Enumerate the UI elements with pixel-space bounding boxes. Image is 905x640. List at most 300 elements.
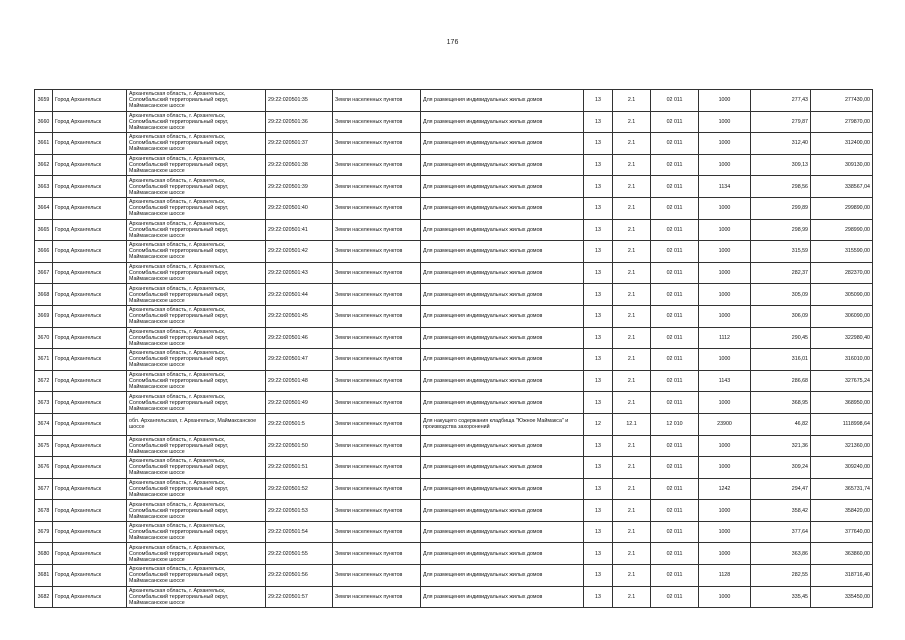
permitted-use-cell: Для размещения индивидуальных жилых домов <box>421 154 584 176</box>
municipality-cell: Город Архангельск <box>53 521 127 543</box>
municipality-cell: Город Архангельск <box>53 90 127 112</box>
area-cell: 1000 <box>699 111 751 133</box>
land-category-cell: Земли населенных пунктов <box>333 262 421 284</box>
cadastral-value-cell: 377640,00 <box>811 521 873 543</box>
land-category-cell: Земли населенных пунктов <box>333 543 421 565</box>
specific-value-cell: 299,89 <box>751 197 811 219</box>
table-row <box>35 370 873 392</box>
cadastral-number-cell: 29:22:020501:55 <box>266 543 333 565</box>
land-category-cell: Земли населенных пунктов <box>333 565 421 587</box>
permitted-use-cell: Для размещения индивидуальных жилых домов <box>421 133 584 155</box>
row-number: 3676 <box>35 457 53 479</box>
use-group-cell: 2.1 <box>613 90 651 112</box>
cadastral-number-cell: 29:22:020501:56 <box>266 565 333 587</box>
permitted-use-cell: Для размещения индивидуальных жилых домов <box>421 284 584 306</box>
okato-cell: 02 011 <box>651 457 699 479</box>
address-cell: Архангельская область, г. Архангельск, Соломбальский территориальный округ, Маймаксанское шоссе <box>127 392 266 414</box>
land-category-cell: Земли населенных пунктов <box>333 457 421 479</box>
land-category-cell: Земли населенных пунктов <box>333 219 421 241</box>
cadastral-number-cell: 29:22:020501:57 <box>266 586 333 608</box>
cadastral-number-cell: 29:22:020501:54 <box>266 521 333 543</box>
cadastral-value-cell: 316010,00 <box>811 349 873 371</box>
use-group-cell: 2.1 <box>613 478 651 500</box>
okato-cell: 02 011 <box>651 262 699 284</box>
address-cell: Архангельская область, г. Архангельск, Соломбальский территориальный округ, Маймаксанское шоссе <box>127 111 266 133</box>
cadastral-number-cell: 29:22:020501:41 <box>266 219 333 241</box>
cadastral-value-cell: 306090,00 <box>811 305 873 327</box>
specific-value-cell: 282,37 <box>751 262 811 284</box>
use-code-cell: 13 <box>584 197 613 219</box>
row-number: 3674 <box>35 413 53 435</box>
land-category-cell: Земли населенных пунктов <box>333 586 421 608</box>
address-cell: Архангельская область, г. Архангельск, Соломбальский территориальный округ, Маймаксанское шоссе <box>127 262 266 284</box>
okato-cell: 02 011 <box>651 370 699 392</box>
row-number: 3663 <box>35 176 53 198</box>
cadastral-value-cell: 321360,00 <box>811 435 873 457</box>
okato-cell: 02 011 <box>651 284 699 306</box>
land-category-cell: Земли населенных пунктов <box>333 349 421 371</box>
address-cell: Архангельская область, г. Архангельск, Соломбальский территориальный округ, Маймаксанское шоссе <box>127 500 266 522</box>
use-group-cell: 2.1 <box>613 305 651 327</box>
land-category-cell: Земли населенных пунктов <box>333 478 421 500</box>
use-code-cell: 12 <box>584 413 613 435</box>
area-cell: 1000 <box>699 284 751 306</box>
table-row <box>35 500 873 522</box>
use-code-cell: 13 <box>584 133 613 155</box>
okato-cell: 02 011 <box>651 154 699 176</box>
use-group-cell: 2.1 <box>613 197 651 219</box>
land-category-cell: Земли населенных пунктов <box>333 392 421 414</box>
area-cell: 1000 <box>699 586 751 608</box>
permitted-use-cell: Для размещения индивидуальных жилых домов <box>421 586 584 608</box>
use-group-cell: 2.1 <box>613 435 651 457</box>
specific-value-cell: 294,47 <box>751 478 811 500</box>
land-category-cell: Земли населенных пунктов <box>333 284 421 306</box>
area-cell: 1128 <box>699 565 751 587</box>
permitted-use-cell: Для размещения индивидуальных жилых домов <box>421 478 584 500</box>
cadastral-number-cell: 29:22:020501:40 <box>266 197 333 219</box>
permitted-use-cell: Для размещения индивидуальных жилых домов <box>421 197 584 219</box>
cadastral-value-cell: 315590,00 <box>811 241 873 263</box>
use-group-cell: 2.1 <box>613 111 651 133</box>
permitted-use-cell: Для размещения индивидуальных жилых домов <box>421 392 584 414</box>
permitted-use-cell: Для размещения индивидуальных жилых домов <box>421 90 584 112</box>
municipality-cell: Город Архангельск <box>53 435 127 457</box>
land-category-cell: Земли населенных пунктов <box>333 435 421 457</box>
okato-cell: 02 011 <box>651 392 699 414</box>
specific-value-cell: 305,09 <box>751 284 811 306</box>
address-cell: Архангельская область, г. Архангельск, Соломбальский территориальный округ, Маймаксанское шоссе <box>127 565 266 587</box>
municipality-cell: Город Архангельск <box>53 413 127 435</box>
permitted-use-cell: Для размещения индивидуальных жилых домов <box>421 219 584 241</box>
cadastral-value-cell: 358420,00 <box>811 500 873 522</box>
use-group-cell: 2.1 <box>613 327 651 349</box>
use-code-cell: 13 <box>584 349 613 371</box>
use-group-cell: 2.1 <box>613 565 651 587</box>
row-number: 3670 <box>35 327 53 349</box>
okato-cell: 02 011 <box>651 586 699 608</box>
cadastral-number-cell: 29:22:020501:39 <box>266 176 333 198</box>
use-group-cell: 2.1 <box>613 219 651 241</box>
row-number: 3675 <box>35 435 53 457</box>
table-row <box>35 219 873 241</box>
permitted-use-cell: Для размещения индивидуальных жилых домов <box>421 457 584 479</box>
cadastral-value-cell: 282370,00 <box>811 262 873 284</box>
area-cell: 23900 <box>699 413 751 435</box>
cadastral-value-cell: 299890,00 <box>811 197 873 219</box>
municipality-cell: Город Архангельск <box>53 197 127 219</box>
table-row <box>35 478 873 500</box>
table-row <box>35 457 873 479</box>
table-row <box>35 284 873 306</box>
cadastral-number-cell: 29:22:020501:51 <box>266 457 333 479</box>
area-cell: 1000 <box>699 435 751 457</box>
use-group-cell: 2.1 <box>613 521 651 543</box>
row-number: 3666 <box>35 241 53 263</box>
cadastral-value-cell: 279870,00 <box>811 111 873 133</box>
okato-cell: 02 011 <box>651 349 699 371</box>
address-cell: Архангельская область, г. Архангельск, Соломбальский территориальный округ, Маймаксанское шоссе <box>127 478 266 500</box>
row-number: 3679 <box>35 521 53 543</box>
municipality-cell: Город Архангельск <box>53 349 127 371</box>
municipality-cell: Город Архангельск <box>53 305 127 327</box>
specific-value-cell: 309,24 <box>751 457 811 479</box>
use-code-cell: 13 <box>584 370 613 392</box>
table-row <box>35 197 873 219</box>
address-cell: Архангельская область, г. Архангельск, Соломбальский территориальный округ, Маймаксанское шоссе <box>127 521 266 543</box>
okato-cell: 02 011 <box>651 219 699 241</box>
use-code-cell: 13 <box>584 586 613 608</box>
address-cell: Архангельская область, г. Архангельск, Соломбальский территориальный округ, Маймаксанское шоссе <box>127 219 266 241</box>
use-code-cell: 13 <box>584 478 613 500</box>
cadastral-number-cell: 29:22:020501:43 <box>266 262 333 284</box>
okato-cell: 02 011 <box>651 90 699 112</box>
table-row <box>35 565 873 587</box>
area-cell: 1112 <box>699 327 751 349</box>
cadastral-value-cell: 338567,04 <box>811 176 873 198</box>
municipality-cell: Город Архангельск <box>53 241 127 263</box>
use-group-cell: 2.1 <box>613 392 651 414</box>
cadastral-number-cell: 29:22:020501:46 <box>266 327 333 349</box>
specific-value-cell: 321,36 <box>751 435 811 457</box>
specific-value-cell: 286,68 <box>751 370 811 392</box>
municipality-cell: Город Архангельск <box>53 284 127 306</box>
permitted-use-cell: Для размещения индивидуальных жилых домов <box>421 565 584 587</box>
cadastral-value-cell: 309240,00 <box>811 457 873 479</box>
land-category-cell: Земли населенных пунктов <box>333 413 421 435</box>
permitted-use-cell: Для размещения индивидуальных жилых домов <box>421 305 584 327</box>
address-cell: Архангельская область, г. Архангельск, Соломбальский территориальный округ, Маймаксанское шоссе <box>127 176 266 198</box>
land-category-cell: Земли населенных пунктов <box>333 370 421 392</box>
municipality-cell: Город Архангельск <box>53 327 127 349</box>
use-code-cell: 13 <box>584 565 613 587</box>
permitted-use-cell: Для размещения индивидуальных жилых домов <box>421 327 584 349</box>
specific-value-cell: 277,43 <box>751 90 811 112</box>
cadastral-number-cell: 29:22:020501:47 <box>266 349 333 371</box>
permitted-use-cell: Для размещения индивидуальных жилых домов <box>421 262 584 284</box>
address-cell: Архангельская область, г. Архангельск, Соломбальский территориальный округ, Маймаксанское шоссе <box>127 305 266 327</box>
municipality-cell: Город Архангельск <box>53 154 127 176</box>
cadastral-number-cell: 29:22:020501:36 <box>266 111 333 133</box>
municipality-cell: Город Архангельск <box>53 392 127 414</box>
municipality-cell: Город Архангельск <box>53 543 127 565</box>
address-cell: Архангельская область, г. Архангельск, Соломбальский территориальный округ, Маймаксанское шоссе <box>127 349 266 371</box>
cadastral-number-cell: 29:22:020501:52 <box>266 478 333 500</box>
table-row <box>35 133 873 155</box>
table-body <box>35 90 873 608</box>
cadastral-number-cell: 29:22:020501:35 <box>266 90 333 112</box>
municipality-cell: Город Архангельск <box>53 219 127 241</box>
table-row <box>35 435 873 457</box>
specific-value-cell: 298,56 <box>751 176 811 198</box>
land-category-cell: Земли населенных пунктов <box>333 241 421 263</box>
table-row <box>35 262 873 284</box>
address-cell: Архангельская область, г. Архангельск, Соломбальский территориальный округ, Маймаксанское шоссе <box>127 241 266 263</box>
cadastral-value-cell: 365731,74 <box>811 478 873 500</box>
use-code-cell: 13 <box>584 392 613 414</box>
municipality-cell: Город Архангельск <box>53 370 127 392</box>
land-category-cell: Земли населенных пунктов <box>333 521 421 543</box>
area-cell: 1242 <box>699 478 751 500</box>
use-code-cell: 13 <box>584 176 613 198</box>
table-row <box>35 521 873 543</box>
specific-value-cell: 312,40 <box>751 133 811 155</box>
use-group-cell: 2.1 <box>613 500 651 522</box>
table-row <box>35 349 873 371</box>
row-number: 3662 <box>35 154 53 176</box>
use-group-cell: 2.1 <box>613 133 651 155</box>
specific-value-cell: 368,95 <box>751 392 811 414</box>
page-number: 176 <box>446 39 459 46</box>
okato-cell: 02 011 <box>651 176 699 198</box>
address-cell: Архангельская область, г. Архангельск, Соломбальский территориальный округ, Маймаксанское шоссе <box>127 197 266 219</box>
row-number: 3664 <box>35 197 53 219</box>
permitted-use-cell: Для размещения индивидуальных жилых домов <box>421 241 584 263</box>
use-code-cell: 13 <box>584 435 613 457</box>
use-group-cell: 2.1 <box>613 586 651 608</box>
permitted-use-cell: Для накущего содержания кладбища "Южное Маймакса" и производства захоронений <box>421 413 584 435</box>
table-row <box>35 413 873 435</box>
land-category-cell: Земли населенных пунктов <box>333 90 421 112</box>
cadastral-value-cell: 312400,00 <box>811 133 873 155</box>
okato-cell: 02 011 <box>651 111 699 133</box>
area-cell: 1000 <box>699 262 751 284</box>
area-cell: 1000 <box>699 305 751 327</box>
row-number: 3660 <box>35 111 53 133</box>
use-group-cell: 2.1 <box>613 154 651 176</box>
area-cell: 1000 <box>699 197 751 219</box>
okato-cell: 02 011 <box>651 327 699 349</box>
use-code-cell: 13 <box>584 457 613 479</box>
cadastral-number-cell: 29:22:020501:49 <box>266 392 333 414</box>
use-group-cell: 2.1 <box>613 349 651 371</box>
area-cell: 1000 <box>699 133 751 155</box>
address-cell: Архангельская область, г. Архангельск, Соломбальский территориальный округ, Маймаксанское шоссе <box>127 543 266 565</box>
municipality-cell: Город Архангельск <box>53 478 127 500</box>
okato-cell: 02 011 <box>651 133 699 155</box>
land-category-cell: Земли населенных пунктов <box>333 305 421 327</box>
table-row <box>35 111 873 133</box>
row-number: 3680 <box>35 543 53 565</box>
municipality-cell: Город Архангельск <box>53 586 127 608</box>
table-row <box>35 90 873 112</box>
area-cell: 1143 <box>699 370 751 392</box>
cadastral-number-cell: 29:22:020501:45 <box>266 305 333 327</box>
permitted-use-cell: Для размещения индивидуальных жилых домов <box>421 500 584 522</box>
municipality-cell: Город Архангельск <box>53 457 127 479</box>
specific-value-cell: 315,59 <box>751 241 811 263</box>
cadastral-value-cell: 363860,00 <box>811 543 873 565</box>
municipality-cell: Город Архангельск <box>53 500 127 522</box>
municipality-cell: Город Архангельск <box>53 133 127 155</box>
land-category-cell: Земли населенных пунктов <box>333 327 421 349</box>
permitted-use-cell: Для размещения индивидуальных жилых домов <box>421 176 584 198</box>
specific-value-cell: 46,82 <box>751 413 811 435</box>
cadastral-number-cell: 29:22:020501:50 <box>266 435 333 457</box>
use-code-cell: 13 <box>584 154 613 176</box>
row-number: 3668 <box>35 284 53 306</box>
row-number: 3669 <box>35 305 53 327</box>
use-group-cell: 2.1 <box>613 262 651 284</box>
area-cell: 1000 <box>699 154 751 176</box>
okato-cell: 02 011 <box>651 500 699 522</box>
address-cell: Архангельская область, г. Архангельск, Соломбальский территориальный округ, Маймаксанское шоссе <box>127 90 266 112</box>
permitted-use-cell: Для размещения индивидуальных жилых домов <box>421 543 584 565</box>
cadastral-number-cell: 29:22:020501:5 <box>266 413 333 435</box>
specific-value-cell: 282,55 <box>751 565 811 587</box>
specific-value-cell: 335,45 <box>751 586 811 608</box>
row-number: 3672 <box>35 370 53 392</box>
table-row <box>35 586 873 608</box>
okato-cell: 02 011 <box>651 305 699 327</box>
address-cell: Архангельская область, г. Архангельск, Соломбальский территориальный округ, Маймаксанское шоссе <box>127 435 266 457</box>
municipality-cell: Город Архангельск <box>53 176 127 198</box>
okato-cell: 02 011 <box>651 478 699 500</box>
table-row <box>35 327 873 349</box>
address-cell: обл. Архангельская, г. Архангельск, Маймаксанское шоссе <box>127 413 266 435</box>
use-code-cell: 13 <box>584 521 613 543</box>
table-row <box>35 543 873 565</box>
area-cell: 1000 <box>699 219 751 241</box>
use-group-cell: 2.1 <box>613 284 651 306</box>
okato-cell: 02 011 <box>651 521 699 543</box>
okato-cell: 02 011 <box>651 565 699 587</box>
use-code-cell: 13 <box>584 241 613 263</box>
use-code-cell: 13 <box>584 90 613 112</box>
use-code-cell: 13 <box>584 219 613 241</box>
row-number: 3681 <box>35 565 53 587</box>
cadastral-number-cell: 29:22:020501:38 <box>266 154 333 176</box>
cadastral-value-cell: 322980,40 <box>811 327 873 349</box>
municipality-cell: Город Архангельск <box>53 111 127 133</box>
permitted-use-cell: Для размещения индивидуальных жилых домов <box>421 370 584 392</box>
row-number: 3678 <box>35 500 53 522</box>
use-code-cell: 13 <box>584 111 613 133</box>
specific-value-cell: 306,09 <box>751 305 811 327</box>
land-category-cell: Земли населенных пунктов <box>333 500 421 522</box>
okato-cell: 12 010 <box>651 413 699 435</box>
permitted-use-cell: Для размещения индивидуальных жилых домов <box>421 349 584 371</box>
use-group-cell: 2.1 <box>613 241 651 263</box>
land-category-cell: Земли населенных пунктов <box>333 154 421 176</box>
specific-value-cell: 377,64 <box>751 521 811 543</box>
address-cell: Архангельская область, г. Архангельск, Соломбальский территориальный округ, Маймаксанское шоссе <box>127 133 266 155</box>
okato-cell: 02 011 <box>651 435 699 457</box>
use-code-cell: 13 <box>584 262 613 284</box>
specific-value-cell: 316,01 <box>751 349 811 371</box>
table-row <box>35 305 873 327</box>
cadastral-number-cell: 29:22:020501:53 <box>266 500 333 522</box>
okato-cell: 02 011 <box>651 241 699 263</box>
area-cell: 1000 <box>699 543 751 565</box>
row-number: 3661 <box>35 133 53 155</box>
table-row <box>35 176 873 198</box>
land-category-cell: Земли населенных пунктов <box>333 111 421 133</box>
permitted-use-cell: Для размещения индивидуальных жилых домов <box>421 521 584 543</box>
row-number: 3665 <box>35 219 53 241</box>
row-number: 3682 <box>35 586 53 608</box>
address-cell: Архангельская область, г. Архангельск, Соломбальский территориальный округ, Маймаксанское шоссе <box>127 586 266 608</box>
cadastral-number-cell: 29:22:020501:42 <box>266 241 333 263</box>
cadastral-number-cell: 29:22:020501:48 <box>266 370 333 392</box>
table-row <box>35 154 873 176</box>
area-cell: 1000 <box>699 392 751 414</box>
cadastral-registry-table <box>34 89 873 608</box>
municipality-cell: Город Архангельск <box>53 262 127 284</box>
cadastral-value-cell: 368950,00 <box>811 392 873 414</box>
address-cell: Архангельская область, г. Архангельск, Соломбальский территориальный округ, Маймаксанское шоссе <box>127 327 266 349</box>
specific-value-cell: 363,86 <box>751 543 811 565</box>
row-number: 3659 <box>35 90 53 112</box>
okato-cell: 02 011 <box>651 543 699 565</box>
cadastral-value-cell: 1118998,64 <box>811 413 873 435</box>
land-category-cell: Земли населенных пунктов <box>333 133 421 155</box>
cadastral-value-cell: 335450,00 <box>811 586 873 608</box>
area-cell: 1000 <box>699 521 751 543</box>
area-cell: 1000 <box>699 241 751 263</box>
row-number: 3671 <box>35 349 53 371</box>
municipality-cell: Город Архангельск <box>53 565 127 587</box>
specific-value-cell: 298,99 <box>751 219 811 241</box>
cadastral-number-cell: 29:22:020501:44 <box>266 284 333 306</box>
cadastral-number-cell: 29:22:020501:37 <box>266 133 333 155</box>
okato-cell: 02 011 <box>651 197 699 219</box>
use-code-cell: 13 <box>584 327 613 349</box>
row-number: 3677 <box>35 478 53 500</box>
table-row <box>35 392 873 414</box>
area-cell: 1000 <box>699 90 751 112</box>
use-group-cell: 2.1 <box>613 176 651 198</box>
land-category-cell: Земли населенных пунктов <box>333 176 421 198</box>
cadastral-value-cell: 298990,00 <box>811 219 873 241</box>
land-category-cell: Земли населенных пунктов <box>333 197 421 219</box>
use-group-cell: 2.1 <box>613 370 651 392</box>
cadastral-value-cell: 277430,00 <box>811 90 873 112</box>
specific-value-cell: 358,42 <box>751 500 811 522</box>
table-row <box>35 241 873 263</box>
cadastral-value-cell: 305090,00 <box>811 284 873 306</box>
use-group-cell: 12.1 <box>613 413 651 435</box>
address-cell: Архангельская область, г. Архангельск, Соломбальский территориальный округ, Маймаксанское шоссе <box>127 154 266 176</box>
permitted-use-cell: Для размещения индивидуальных жилых домов <box>421 111 584 133</box>
cadastral-value-cell: 327675,24 <box>811 370 873 392</box>
cadastral-value-cell: 318716,40 <box>811 565 873 587</box>
use-group-cell: 2.1 <box>613 543 651 565</box>
row-number: 3673 <box>35 392 53 414</box>
area-cell: 1000 <box>699 349 751 371</box>
use-group-cell: 2.1 <box>613 457 651 479</box>
area-cell: 1134 <box>699 176 751 198</box>
